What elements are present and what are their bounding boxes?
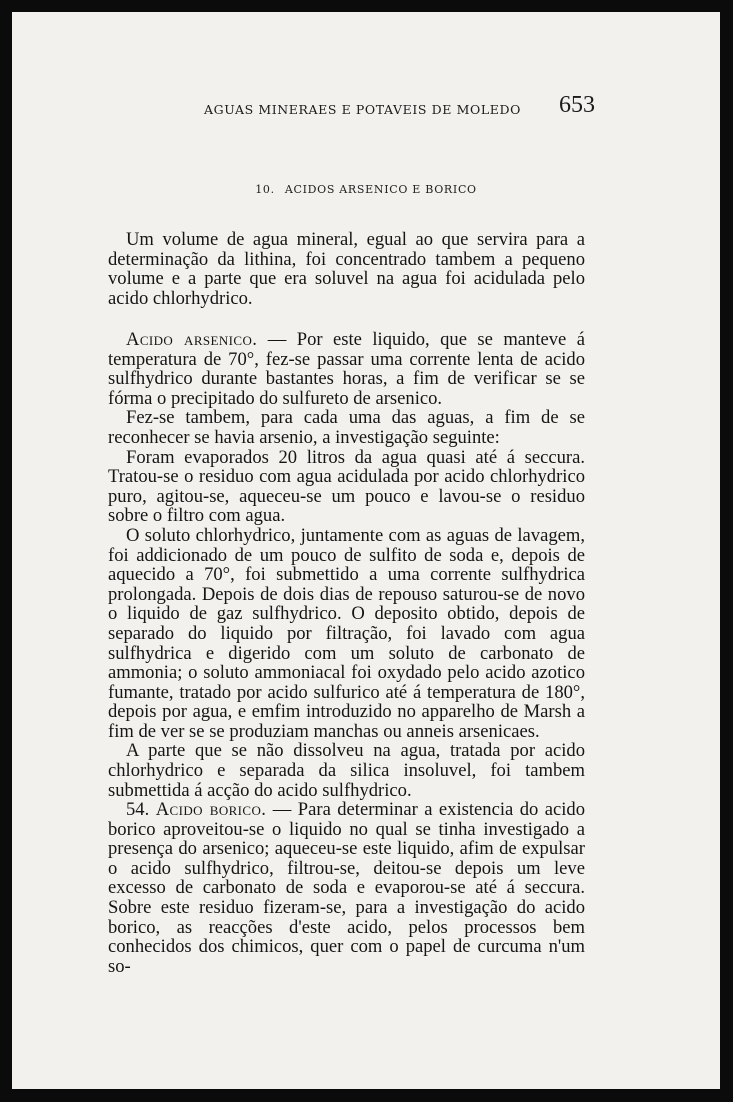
section-number: 10.: [255, 183, 275, 196]
page-number: 653: [559, 92, 595, 118]
borico-block: [108, 800, 585, 976]
borico-number: 54.: [126, 799, 150, 820]
arsenico-heading: Acido arsenico.: [126, 329, 258, 350]
page-header: [12, 90, 720, 130]
arsenico-paragraph: A parte que se não dissolveu na agua, tratada por acido chlorhydrico e separada da silica insoluvel, foi tambem submettida á acção do acido sulfhydrico.: [108, 740, 585, 801]
arsenico-lead-paragraph: [108, 330, 585, 408]
arsenico-block: [108, 330, 585, 800]
borico-heading: Acido borico.: [155, 799, 267, 820]
running-title: AGUAS MINERAES E POTAVEIS DE MOLEDO: [204, 102, 521, 117]
borico-paragraph: [108, 800, 585, 976]
intro-block: [108, 230, 585, 308]
arsenico-paragraph: O soluto chlorhydrico, juntamente com as aguas de lavagem, foi addicionado de um pouco de sulfito de soda e, depois de aquecido a 70°, foi submettido a uma corrente sulfhydrica prolongada. Depois de dois dias de repouso saturou-se de novo o liquido de gaz sulfhydrico. O deposito obtido, depois de separado do liquido por filtração, foi lavado com agua sulfhydrica e digerido com um soluto de carbonato de ammonia; o soluto ammoniacal foi oxydado pelo acido azotico fumante, tratado por acido sulfurico até á temperatura de 180°, depois por agua, e emfim introduzido no apparelho de Marsh a fim de ver se se produziam manchas ou anneis arsenicaes.: [108, 524, 585, 742]
book-page: [12, 12, 720, 1089]
section-title: ACIDOS ARSENICO E BORICO: [284, 183, 477, 196]
arsenico-paragraph: Foram evaporados 20 litros da agua quasi até á seccura. Tratou-se o residuo com agua acidulada por acido chlorhydrico puro, agitou-se, aqueceu-se um pouco e lavou-se o residuo sobre o filtro com agua.: [108, 446, 585, 527]
section-heading: [12, 183, 720, 196]
arsenico-paragraph: Fez-se tambem, para cada uma das aguas, a fim de se reconhecer se havia arsenio, a investigação seguinte:: [108, 407, 585, 448]
arsenico-lead-text: — Por este liquido, que se manteve á temperatura de 70°, fez-se passar uma corrente lenta de acido sulfhydrico durante bastantes horas, a fim de verificar se se fórma o precipitado do sulfureto de arsenico.: [108, 329, 585, 409]
borico-lead-text: — Para determinar a existencia do acido borico aproveitou-se o liquido no qual se tinha investigado a presença do arsenico; aqueceu-se este liquido, afim de expulsar o acido sulfhydrico, filtrou-se, deitou-se depois um leve excesso de carbonato de soda e evaporou-se até á seccura. Sobre este residuo fizeram-se, para a investigação do acido borico, as reacções d'este acido, pelos processos bem conhecidos dos chimicos, quer com o papel de curcuma n'um so-: [108, 799, 585, 977]
intro-paragraph: Um volume de agua mineral, egual ao que servira para a determinação da lithina, foi concentrado tambem a pequeno volume e a parte que era soluvel na agua foi acidulada pelo acido chlorhydrico.: [108, 229, 585, 309]
